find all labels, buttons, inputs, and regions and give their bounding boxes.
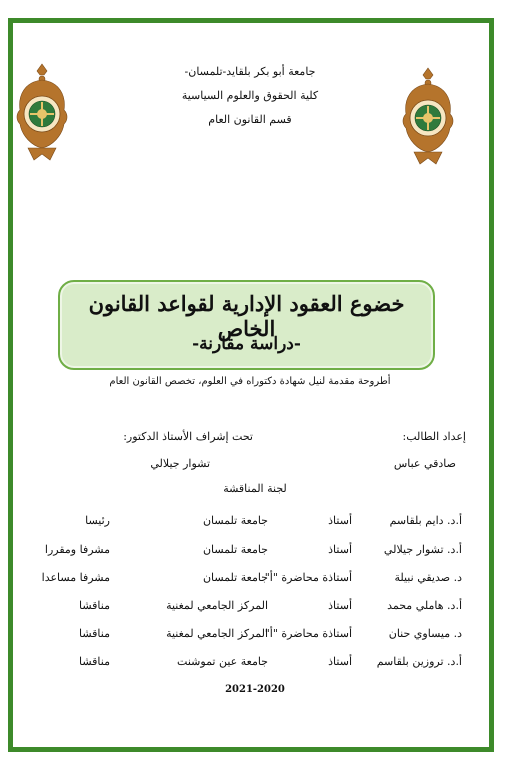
department-name: قسم القانون العام <box>208 113 292 126</box>
member-rank: أستاذ <box>328 514 352 527</box>
member-institution: جامعة تلمسان <box>202 571 268 584</box>
student-label: إعداد الطالب: <box>402 430 466 443</box>
member-rank: أستاذ <box>328 543 352 556</box>
member-name: أ.د. هاملي محمد <box>387 599 462 612</box>
university-seal-icon <box>14 62 70 162</box>
member-role: مناقشا <box>79 655 110 668</box>
university-seal-icon <box>400 66 456 166</box>
member-role: مشرفا ومقررا <box>44 543 110 556</box>
academic-year: 2021-2020 <box>225 684 285 695</box>
member-rank: أستاذ <box>328 599 352 612</box>
thesis-title: خضوع العقود الإدارية لقواعد القانون الخاص <box>88 291 405 341</box>
member-rank: أستاذة محاضرة "أ" <box>264 571 352 584</box>
member-role: مناقشا <box>79 599 110 612</box>
committee-row <box>0 599 510 615</box>
member-role: مشرفا مساعدا <box>41 571 110 584</box>
member-name: أ.د. تروزين بلقاسم <box>376 655 462 668</box>
thesis-subtitle: -دراسة مقارنة- <box>192 334 301 354</box>
committee-row <box>0 543 510 559</box>
member-role: مناقشا <box>79 627 110 640</box>
supervisor-label: تحت إشراف الأستاذ الدكتور: <box>123 430 253 443</box>
member-institution: المركز الجامعي لمغنية <box>166 627 268 640</box>
thesis-description: أطروحة مقدمة لنيل شهادة دكتوراه في العلوم، تخصص القانون العام <box>109 376 391 387</box>
supervisor-name: تشوار جيلالي <box>150 457 210 470</box>
member-institution: جامعة عين تموشنت <box>177 655 268 668</box>
committee-row <box>0 655 510 671</box>
member-rank: أستاذ <box>328 655 352 668</box>
member-role: رئيسا <box>85 514 110 527</box>
member-name: د. صديقي نبيلة <box>394 571 462 584</box>
university-name: جامعة أبو بكر بلقايد-تلمسان- <box>184 65 316 78</box>
committee-row <box>0 627 510 643</box>
member-name: د. ميساوي حنان <box>388 627 462 640</box>
member-name: أ.د. تشوار جيلالي <box>383 543 462 556</box>
student-name: صادقي عباس <box>393 457 456 470</box>
member-rank: أستاذة محاضرة "أ" <box>264 627 352 640</box>
faculty-name: كلية الحقوق والعلوم السياسية <box>181 89 319 102</box>
committee-row <box>0 571 510 587</box>
committee-title: لجنة المناقشة <box>223 482 287 495</box>
member-institution: جامعة تلمسان <box>202 514 268 527</box>
member-institution: جامعة تلمسان <box>202 543 268 556</box>
member-institution: المركز الجامعي لمغنية <box>166 599 268 612</box>
institution-header <box>130 66 370 138</box>
member-name: أ.د. دايم بلقاسم <box>389 514 462 527</box>
committee-row <box>0 514 510 530</box>
thesis-title-box <box>58 280 435 370</box>
